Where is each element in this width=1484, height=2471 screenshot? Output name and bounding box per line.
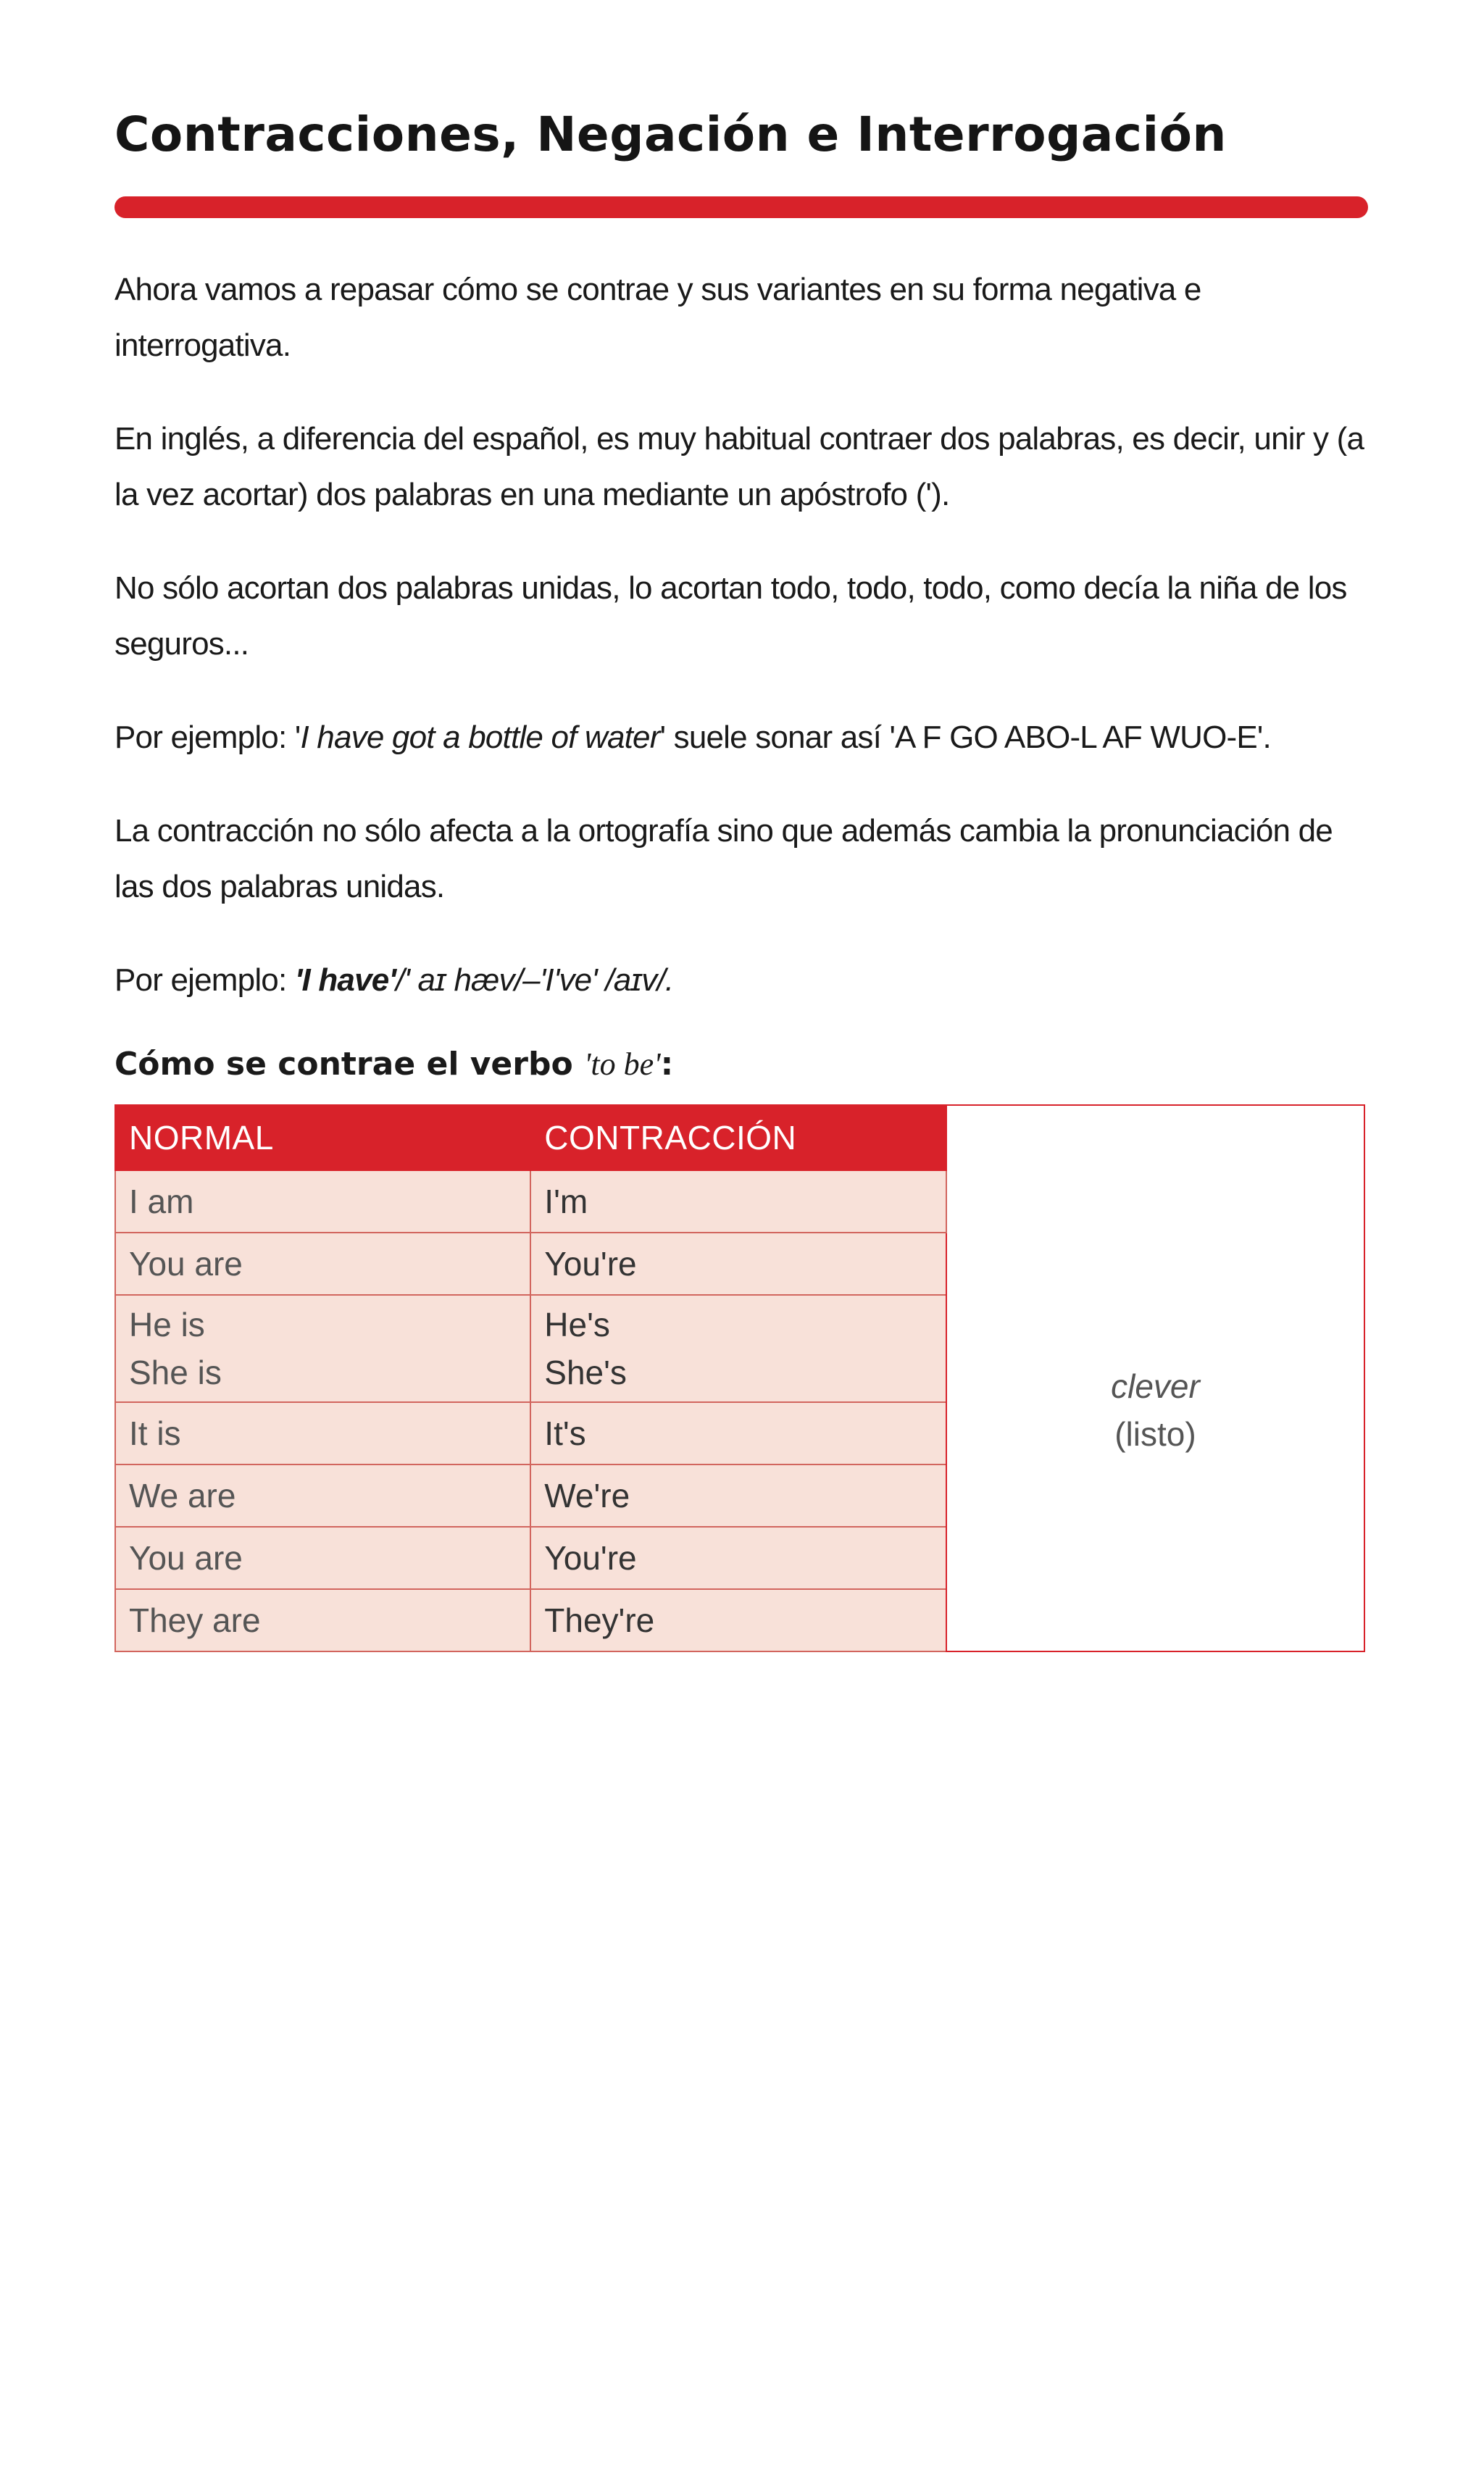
normal-cell: They are (115, 1589, 530, 1651)
normal-cell: We are (115, 1464, 530, 1527)
paragraph-contraction-definition: En inglés, a diferencia del español, es muy habitual contraer dos palabras, es decir, unir y (a la vez acortar) dos palabras en una mediante un apóstrofo ('). (114, 420, 1364, 512)
example2-prefix: Por ejemplo: (114, 962, 295, 998)
header-contraction: CONTRACCIÓN (530, 1105, 946, 1170)
example2-phonetic: /' aɪ hæv/– (396, 962, 540, 998)
contraction-cell (530, 1295, 946, 1402)
header-normal: NORMAL (115, 1105, 530, 1170)
paragraph-shortening: No sólo acortan dos palabras unidas, lo acortan todo, todo, todo, como decía la niña de los seguros... (114, 570, 1347, 662)
example2-phrase: 'I have' (294, 962, 396, 998)
document-page (114, 109, 1368, 1652)
normal-she: She is (129, 1353, 222, 1391)
normal-cell: You are (115, 1527, 530, 1589)
example-pronunciation: ' suele sonar así 'A F GO ABO-L AF WUO-E'. (659, 719, 1271, 755)
table-heading (114, 1046, 1368, 1083)
paragraph-pronunciation-change: La contracción no sólo afecta a la ortografía sino que además cambia la pronunciación de las dos palabras unidas. (114, 812, 1333, 904)
table-row (115, 1170, 1364, 1233)
adjective-translation: (listo) (1114, 1415, 1196, 1454)
page-title: Contracciones, Negación e Interrogación (114, 107, 1227, 162)
to-be-contractions-table (114, 1104, 1365, 1652)
normal-he: He is (129, 1305, 205, 1343)
contraction-he: He's (544, 1305, 610, 1343)
contraction-cell: You're (530, 1527, 946, 1589)
adjective-word: clever (1111, 1367, 1200, 1406)
contraction-cell: I'm (530, 1170, 946, 1233)
header-empty-cell (946, 1105, 1364, 1170)
normal-cell: You are (115, 1233, 530, 1295)
example2-phonetic-contraction: /aɪv/. (596, 962, 674, 998)
example-prefix: Por ejemplo: ' (114, 719, 301, 755)
title-underline-bar (114, 196, 1368, 218)
table-header-row (115, 1105, 1364, 1170)
paragraph-example-i-have (114, 952, 1368, 1008)
body-text (114, 262, 1368, 1008)
contraction-cell: They're (530, 1589, 946, 1651)
contraction-she: She's (544, 1353, 627, 1391)
normal-cell: It is (115, 1402, 530, 1464)
table-heading-verb: 'to be' (584, 1046, 661, 1082)
contraction-cell: You're (530, 1233, 946, 1295)
table-heading-text: Cómo se contrae el verbo (114, 1045, 584, 1083)
normal-cell (115, 1295, 530, 1402)
contraction-cell: We're (530, 1464, 946, 1527)
contraction-cell: It's (530, 1402, 946, 1464)
paragraph-example-bottle (114, 709, 1368, 765)
normal-cell: I am (115, 1170, 530, 1233)
example-sentence: I have got a bottle of water (300, 719, 660, 755)
table-heading-colon: : (660, 1045, 674, 1083)
paragraph-intro: Ahora vamos a repasar cómo se contrae y sus variantes en su forma negativa e interrogativa. (114, 271, 1201, 363)
adjective-cell (946, 1170, 1364, 1651)
example2-contraction: 'I've' (539, 962, 597, 998)
